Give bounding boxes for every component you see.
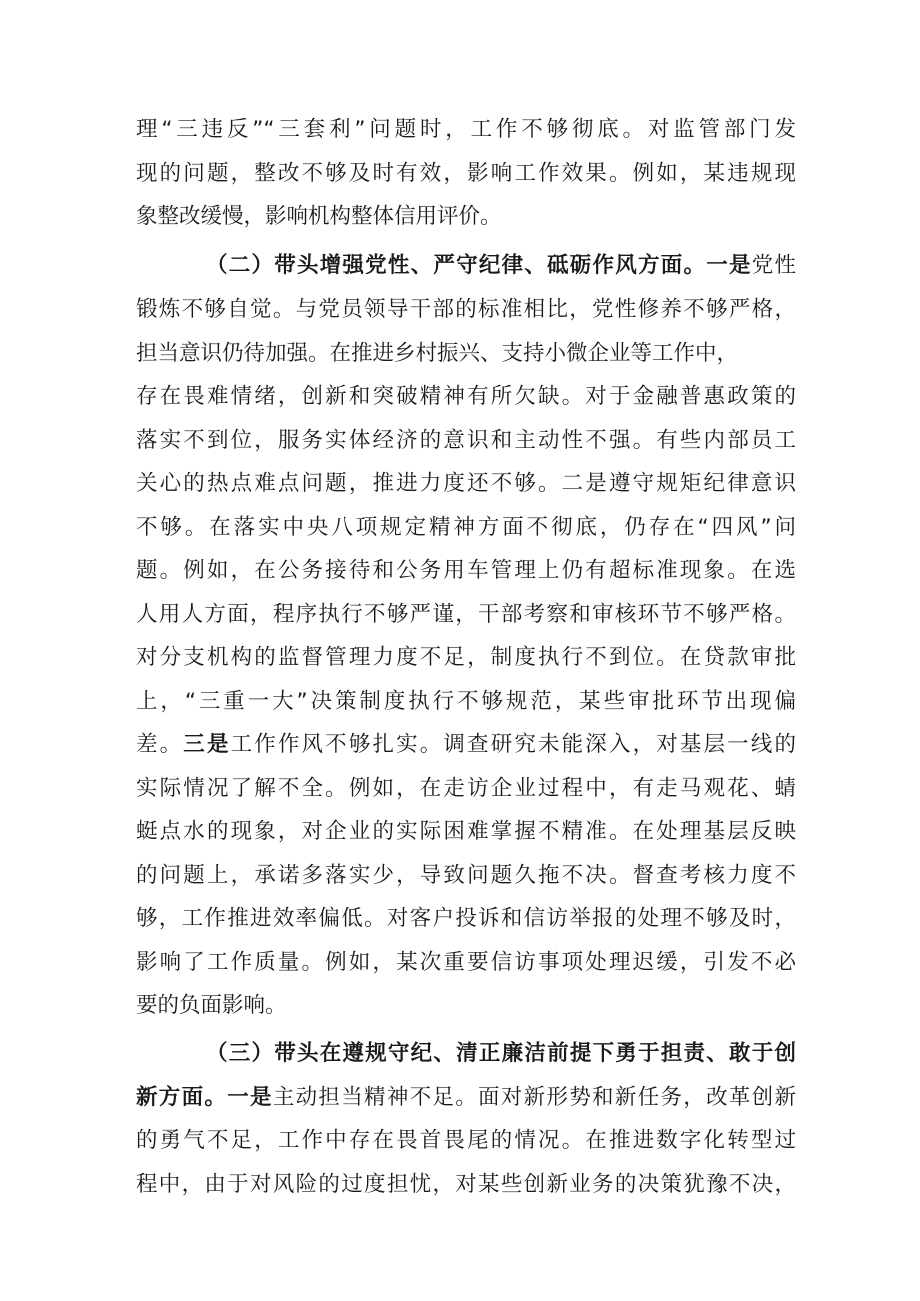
text-line: 要的负面影响。 [136,993,287,1018]
text-fragment: 差。 [136,732,184,757]
text-line: 理“三违反”“三套利”问题时，工作不够彻底。对监管部门发 [136,117,796,142]
section-heading-line [136,249,796,283]
text-line: 象整改缓慢，影响机构整体信用评价。 [136,204,502,229]
section-heading-line [136,1081,796,1115]
text-line: 不够。在落实中央八项规定精神方面不彻底，仍存在“四风”问 [136,515,796,540]
text-line: 的问题上，承诺多落实少，导致问题久拖不决。督查考核力度不 [136,863,796,888]
point-marker: 一是 [706,253,752,278]
section-heading: （三）带头在遵规守纪、清正廉洁前提下勇于担责、敢于创 [206,1041,796,1066]
text-line: 程中，由于对风险的过度担忧，对某些创新业务的决策犹豫不决， [136,1172,796,1197]
text-line: 蜓点水的现象，对企业的实际困难掌握不精准。在处理基层反映 [136,819,796,844]
text-line: 关心的热点难点问题，推进力度还不够。二是遵守规矩纪律意识 [136,471,796,496]
text-line: 影响了工作质量。例如，某次重要信访事项处理迟缓，引发不必 [136,950,796,975]
text-line [136,728,796,762]
text-line: 担当意识仍待加强。在推进乡村振兴、支持小微企业等工作中， [136,341,739,366]
text-line: 现的问题，整改不够及时有效，影响工作效果。例如，某违规现 [136,161,796,186]
text-fragment: 工作作风不够扎实。调查研究未能深入，对基层一线的 [230,732,796,757]
text-line: 够，工作推进效率偏低。对客户投诉和信访举报的处理不够及时， [136,906,796,931]
text-fragment: 主动担当精神不足。面对新形势和新任务，改革创新 [272,1085,796,1110]
point-marker: 三是 [183,732,231,757]
point-marker: 一是 [227,1085,273,1110]
text-line: 的勇气不足，工作中存在畏首畏尾的情况。在推进数字化转型过 [136,1128,796,1153]
text-line: 锻炼不够自觉。与党员领导干部的标准相比，党性修养不够严格， [136,297,796,322]
text-line: 人用人方面，程序执行不够严谨，干部考察和审核环节不够严格。 [136,602,796,627]
text-line: 题。例如，在公务接待和公务用车管理上仍有超标准现象。在选 [136,558,796,583]
text-line: 上，“三重一大”决策制度执行不够规范，某些审批环节出现偏 [136,689,796,714]
section-heading: 新方面。 [136,1085,228,1110]
text-line: 实际情况了解不全。例如，在走访企业过程中，有走马观花、蜻 [136,776,796,801]
text-line: 存在畏难情绪，创新和突破精神有所欠缺。对于金融普惠政策的 [136,384,796,409]
text-fragment: 党性 [751,253,796,278]
section-heading: （二）带头增强党性、严守纪律、砥砺作风方面。 [206,253,707,278]
text-line: 落实不到位，服务实体经济的意识和主动性不强。有些内部员工 [136,428,796,453]
text-line: 对分支机构的监督管理力度不足，制度执行不到位。在贷款审批 [136,645,796,670]
